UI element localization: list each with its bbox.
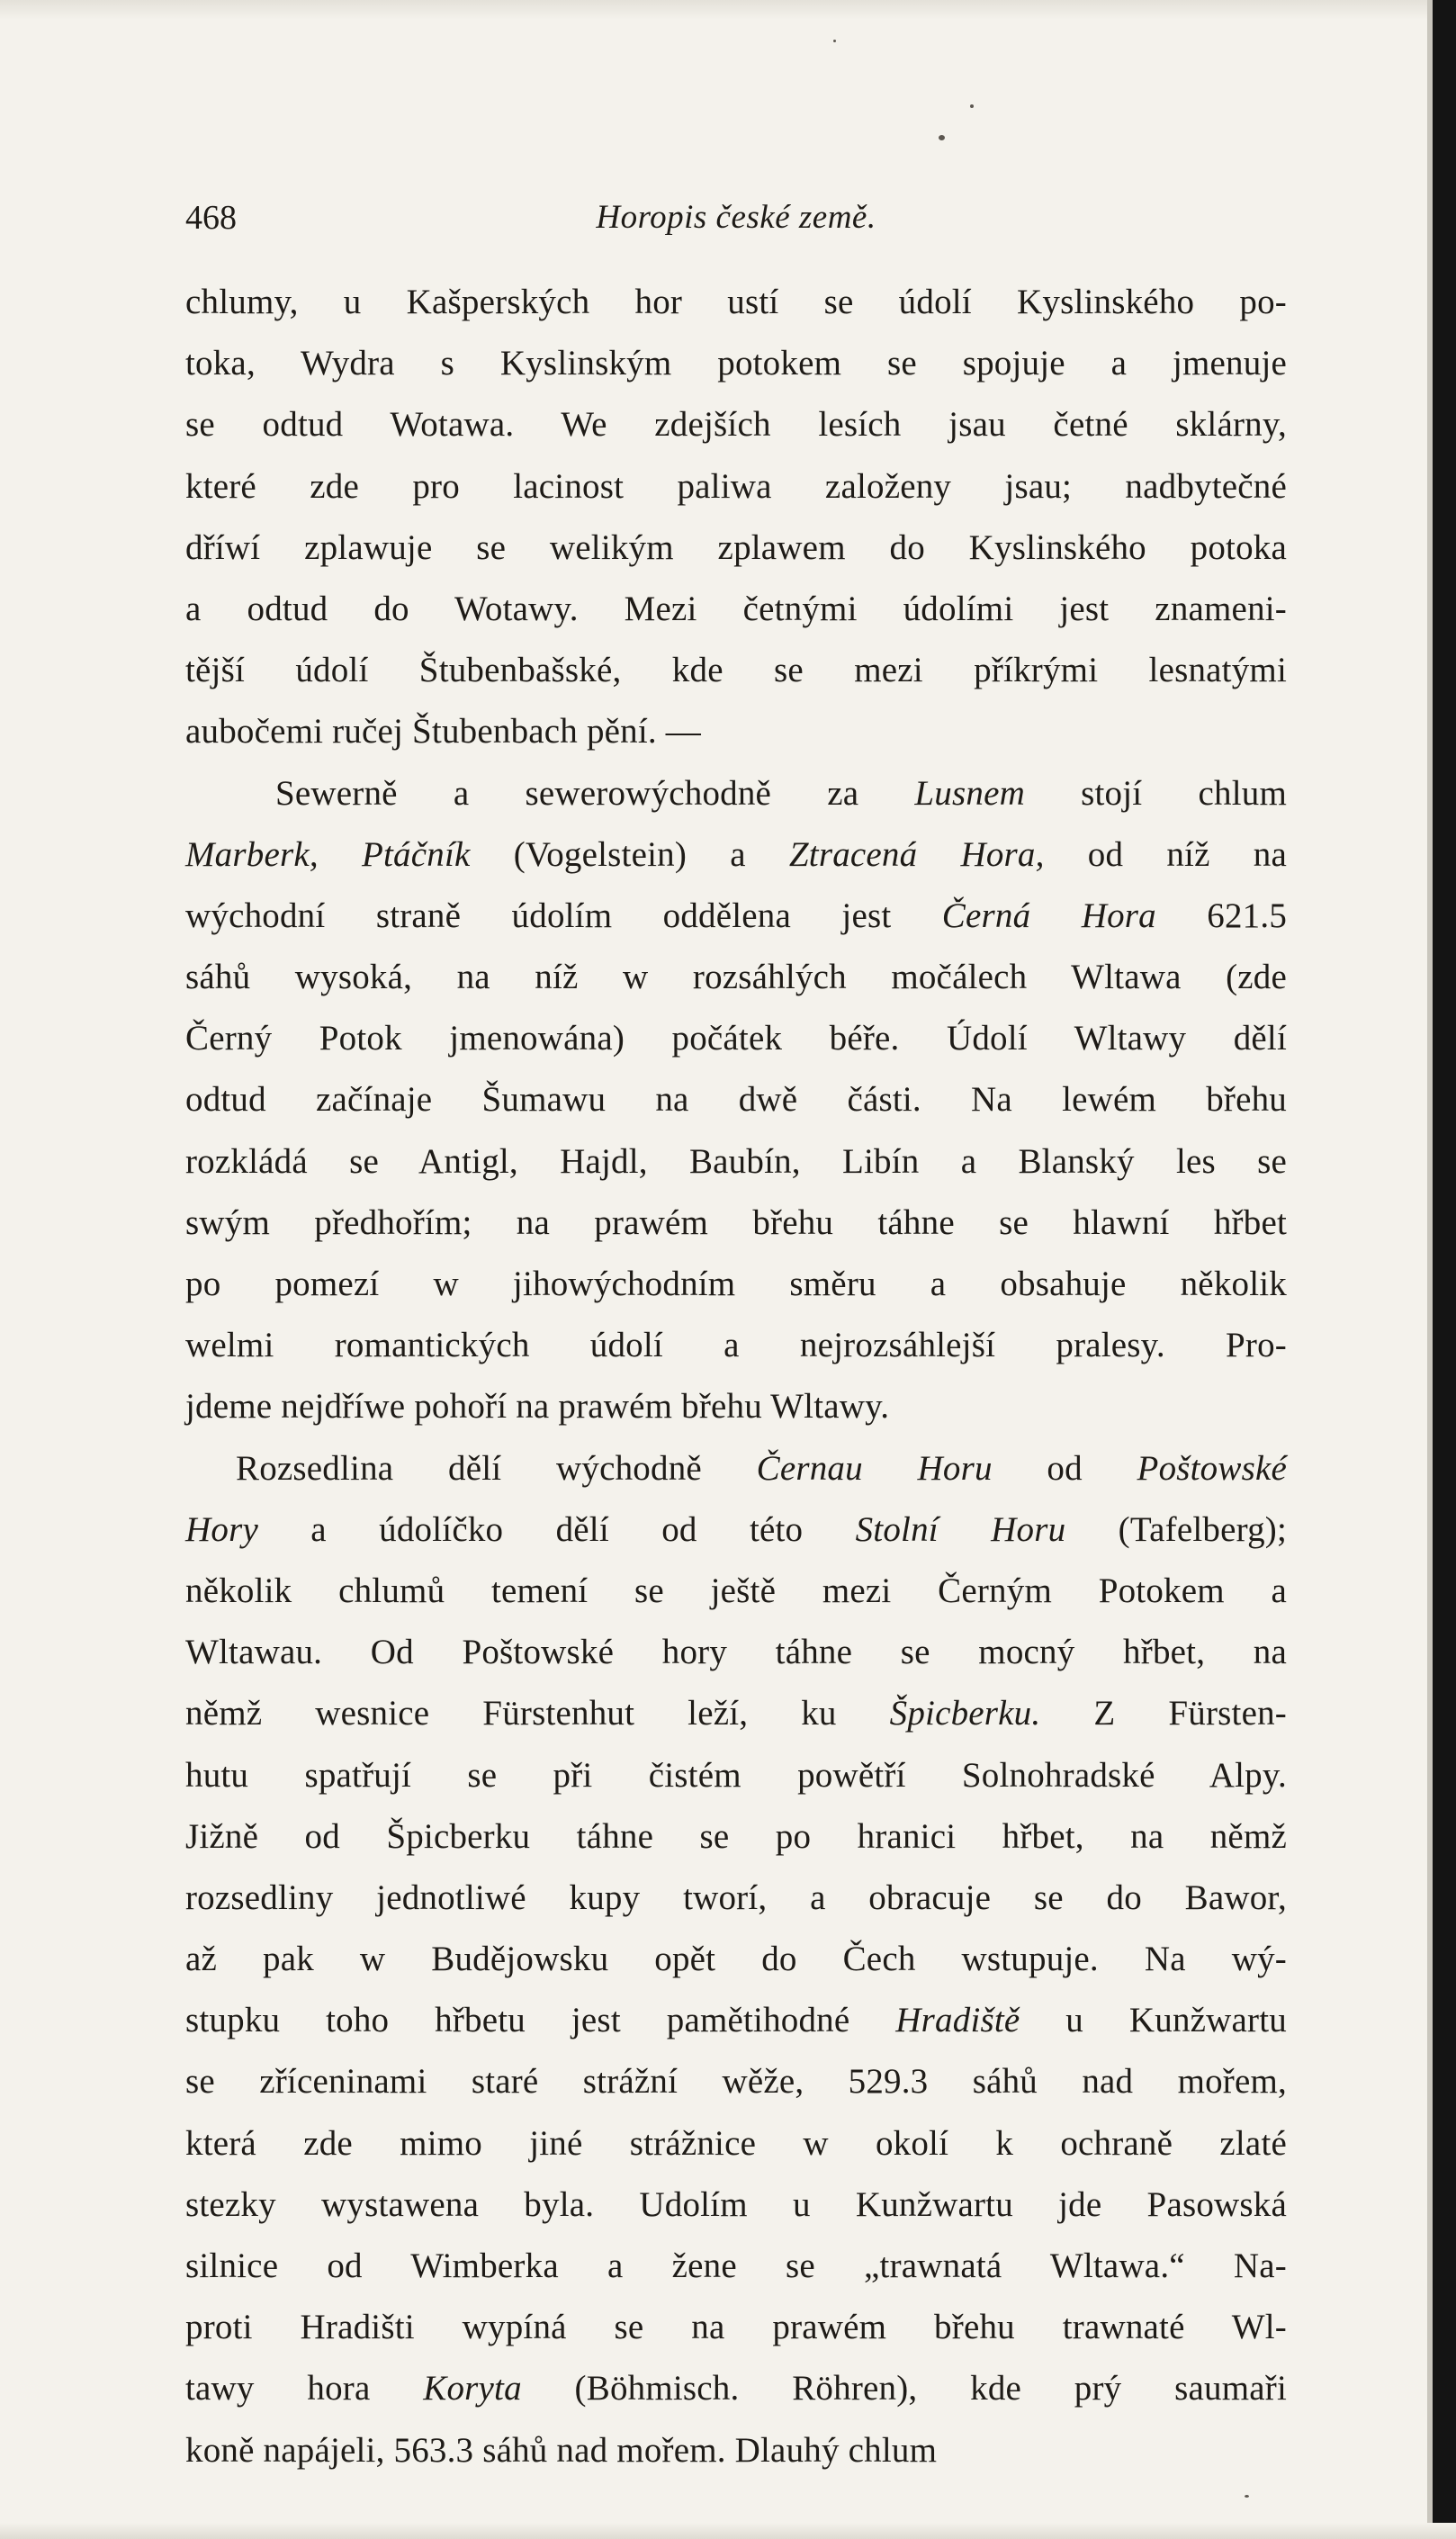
text-run: Rozsedlina dělí wýchodně [236,1448,757,1488]
text-line [185,1008,1287,1069]
italic-term: Ztracená Hora, [788,834,1045,874]
text-line [185,1376,1287,1437]
text-line [185,886,1287,947]
text-run: silnice od Wimberka a žene se „trawnatá Wltawa.“ Na- [185,2246,1287,2285]
text-run: (Tafelberg); [1065,1509,1287,1549]
text-line [185,1069,1287,1130]
text-run: od [992,1448,1137,1488]
paper-speck [833,40,836,42]
text-run: dříwí zplawuje se welikým zplawem do Kyslinského potoka [185,527,1287,567]
text-line [185,1622,1287,1683]
italic-term: Poštowské [1137,1448,1287,1488]
body-text [185,272,1287,2481]
text-run: po pomezí w jihowýchodním směru a obsahuje několik [185,1265,1287,1303]
text-run: se odtud Wotawa. We zdejších lesích jsau četné sklárny, [185,405,1287,445]
text-run: toka, Wydra s Kyslinským potokem se spojuje a jmenuje [185,344,1287,383]
text-line [185,1131,1287,1193]
text-run: jdeme nejdříwe pohoří na prawém břehu Wltawy. [185,1387,890,1427]
page-top-shadow [0,0,1456,20]
italic-term: Lusnem [914,773,1025,813]
page-header [185,191,1287,245]
text-line [185,701,1287,762]
text-line [185,2420,1287,2481]
text-line [185,456,1287,518]
text-run: sáhů wysoká, na níž w rozsáhlých močálech Wltawa (zde [185,958,1287,997]
italic-term: Černau Horu [756,1448,993,1488]
text-run: se zříceninami staré strážní wěže, 529.3 sáhů nad mořem, [185,2062,1287,2102]
text-line [185,272,1287,333]
text-run: Jižně od Špicberku táhne se po hranici hřbet, na němž [185,1816,1287,1856]
italic-term: Stolní Horu [855,1509,1066,1549]
text-run: swým předhořím; na prawém břehu táhne se hlawní hřbet [185,1202,1287,1242]
text-line [185,518,1287,579]
text-line [185,1683,1287,1744]
page-bottom-shadow [0,2523,1456,2539]
page-right-border [1433,0,1456,2539]
text-run: a odtud do Wotawy. Mezi četnými údolími jest znameni- [185,589,1287,628]
text-line [185,2358,1287,2419]
text-line [185,1745,1287,1806]
text-run: (Böhmisch. Röhren), kde prý saumaři [521,2369,1287,2408]
text-line [185,1499,1287,1561]
text-line [185,1868,1287,1929]
paper-speck [1245,2495,1249,2498]
text-run: u Kunžwartu [1020,2001,1287,2040]
text-run: Z Fürsten- [1040,1694,1287,1733]
text-line [185,2174,1287,2236]
text-line [185,947,1287,1008]
paper-speck [970,104,974,108]
text-run: až pak w Budějowsku opět do Čech wstupuje. Na wý- [185,1940,1287,1979]
text-line [185,824,1287,886]
text-line [185,1561,1287,1622]
text-line [185,1990,1287,2051]
text-line [185,1254,1287,1315]
italic-term: Hradiště [895,2001,1020,2040]
text-line [185,333,1287,394]
paper-speck [939,135,945,140]
text-line [185,1193,1287,1254]
text-run: 621.5 [1155,896,1288,935]
text-run: koně napájeli, 563.3 sáhů nad mořem. Dlauhý chlum [185,2430,938,2470]
italic-term: Hory [185,1509,258,1549]
text-run: hutu spatřují se při čistém powětří Solnohradské Alpy. [185,1755,1287,1795]
italic-term: Černá Hora [941,896,1156,935]
italic-term: Marberk, Ptáčník [185,834,471,874]
text-run: wýchodní straně údolím oddělena jest [185,896,942,935]
italic-term: Špicberku. [889,1694,1041,1733]
text-run: aubočemi ručej Štubenbach pění. — [185,712,701,752]
text-run: odtud začínaje Šumawu na dwě části. Na lewém břehu [185,1080,1287,1120]
text-run: rozsedliny jednotliwé kupy tworí, a obracuje se do Bawor, [185,1877,1287,1917]
text-line [185,1929,1287,1990]
text-run: Wltawau. Od Poštowské hory táhne se mocný hřbet, na [185,1633,1287,1672]
text-line [185,394,1287,455]
running-title: Horopis české země. [596,199,876,236]
text-run: od níž na [1044,834,1287,874]
text-run: několik chlumů temení se ještě mezi Černým Potokem a [185,1571,1287,1610]
text-run: stezky wystawena byla. Udolím u Kunžwartu jde Pasowská [185,2184,1287,2224]
text-run: Sewerně a sewerowýchodně za [275,773,915,813]
text-line [185,1438,1287,1499]
text-run: tawy hora [185,2369,424,2408]
text-line [185,640,1287,701]
text-run: proti Hradišti wypíná se na prawém břehu trawnaté Wl- [185,2308,1287,2347]
text-line [185,579,1287,640]
text-line [185,2113,1287,2174]
text-run: tější údolí Štubenbašské, kde se mezi příkrými lesnatými [185,651,1287,690]
text-line [185,2297,1287,2358]
text-line [185,2051,1287,2112]
text-run: chlumy, u Kašperských hor ustí se údolí Kyslinského po- [185,283,1287,321]
text-run: které zde pro lacinost paliwa založeny jsau; nadbytečné [185,466,1287,506]
text-run: a údolíčko dělí od této [257,1509,856,1549]
text-run: welmi romantických údolí a nejrozsáhlejší pralesy. Pro- [185,1326,1287,1365]
text-line [185,1315,1287,1376]
text-run: stupku toho hřbetu jest pamětihodné [185,2001,896,2040]
text-run: němž wesnice Fürstenhut leží, ku [185,1694,890,1733]
page-number: 468 [185,199,237,237]
text-run: která zde mimo jiné strážnice w okolí k ochraně zlaté [185,2123,1287,2163]
text-run: Černý Potok jmenowána) počátek béře. Údolí Wltawy dělí [185,1019,1287,1058]
italic-term: Koryta [423,2369,522,2408]
text-run: rozkládá se Antigl, Hajdl, Baubín, Libín a Blanský les se [185,1141,1287,1181]
text-line [185,2236,1287,2297]
text-line [185,763,1287,824]
text-run: stojí chlum [1024,773,1287,813]
text-line [185,1806,1287,1868]
text-run: (Vogelstein) a [470,834,789,874]
